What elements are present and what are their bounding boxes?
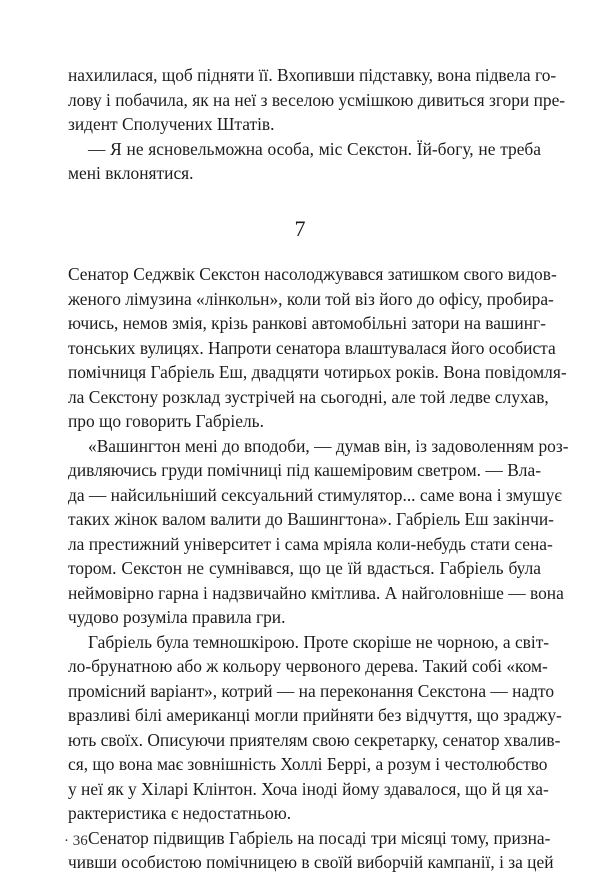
text-line: тонських вулицях. Напроти сенатора влаштувалася його особиста — [68, 337, 556, 358]
page-number: · 36 — [64, 833, 88, 849]
text-line: чивши особистою помічницею в своїй виборчій кампанії, і за цей — [68, 852, 554, 872]
text-line: промісний варіант», котрий — на переконання Секстона — надто — [68, 680, 555, 701]
text-line: тором. Секстон не сумнівався, що це їй вдасться. Габріель була — [68, 558, 541, 578]
paragraph — [68, 63, 566, 137]
text-line: ючись, немов змія, крізь ранкові автомобільні затори на вашинг- — [68, 313, 546, 333]
text-line: лову і побачила, як на неї з веселою усмішкою дивиться згори пре- — [68, 89, 566, 110]
text-line: ють своїх. Описуючи приятелям свою секретарку, сенатор хвалив- — [68, 729, 561, 750]
text-line: ся, що вона має зовнішність Холлі Беррі, а розум і честолюбство — [68, 754, 548, 774]
chapter-body-text — [68, 262, 569, 875]
text-line: у неї як у Хіларі Клінтон. Хоча іноді йому здавалося, що й ця ха- — [68, 778, 549, 799]
text-line: — Я не ясновельможна особа, міс Секстон. Їй-богу, не треба — [88, 138, 541, 159]
text-line: Сенатор підвищив Габріель на посаді три місяці тому, призна- — [88, 827, 551, 848]
text-line: Габріель була темношкірою. Проте скоріше не чорною, а світ- — [88, 631, 550, 652]
chapter-number: 7 — [294, 216, 306, 241]
paragraph — [68, 434, 569, 630]
paragraph — [68, 137, 541, 186]
text-line: «Вашингтон мені до вподоби, — думав він, із задоволенням роз- — [88, 435, 569, 456]
top-text-block — [68, 63, 566, 186]
text-line: ла Секстону розклад зустрічей на сьогодні, але той ледве слухав, — [68, 386, 549, 407]
paragraph — [68, 630, 562, 826]
paragraph — [68, 262, 567, 434]
text-line: зидент Сполучених Штатів. — [68, 114, 275, 134]
text-line: вразливі білі американці могли прийняти без відчуття, що зраджу- — [68, 705, 562, 725]
text-line: Сенатор Седжвік Секстон насолоджувався затишком свого видов- — [68, 264, 557, 284]
paragraph — [68, 826, 554, 875]
text-line: да — найсильніший сексуальний стимулятор... саме вона і змушує — [68, 484, 562, 505]
text-line: дивляючись груди помічниці під кашеміровим светром. — Вла- — [68, 460, 541, 480]
text-line: нахилилася, щоб підняти її. Вхопивши підставку, вона підвела го- — [68, 65, 557, 85]
text-line: таких жінок валом валити до Вашингтона». Габріель Еш закінчи- — [68, 509, 554, 529]
text-line: про що говорить Габріель. — [68, 411, 264, 431]
text-line: ло-брунатною або ж кольору червоного дерева. Такий собі «ком- — [68, 656, 548, 676]
text-line: рактеристика є недостатньою. — [68, 803, 292, 823]
text-line: женого лімузина «лінкольн», коли той віз його до офісу, пробира- — [68, 288, 554, 309]
text-line: чудово розуміла правила гри. — [68, 607, 286, 627]
text-line: неймовірно гарна і надзвичайно кмітлива. А найголовніше — вона — [68, 582, 564, 603]
text-line: ла престижний університет і сама мріяла коли-небудь стати сена- — [68, 533, 553, 554]
text-line: помічниця Габріель Еш, двадцяти чотирьох років. Вона повідомля- — [68, 362, 567, 382]
text-line: мені вклонятися. — [68, 163, 194, 183]
